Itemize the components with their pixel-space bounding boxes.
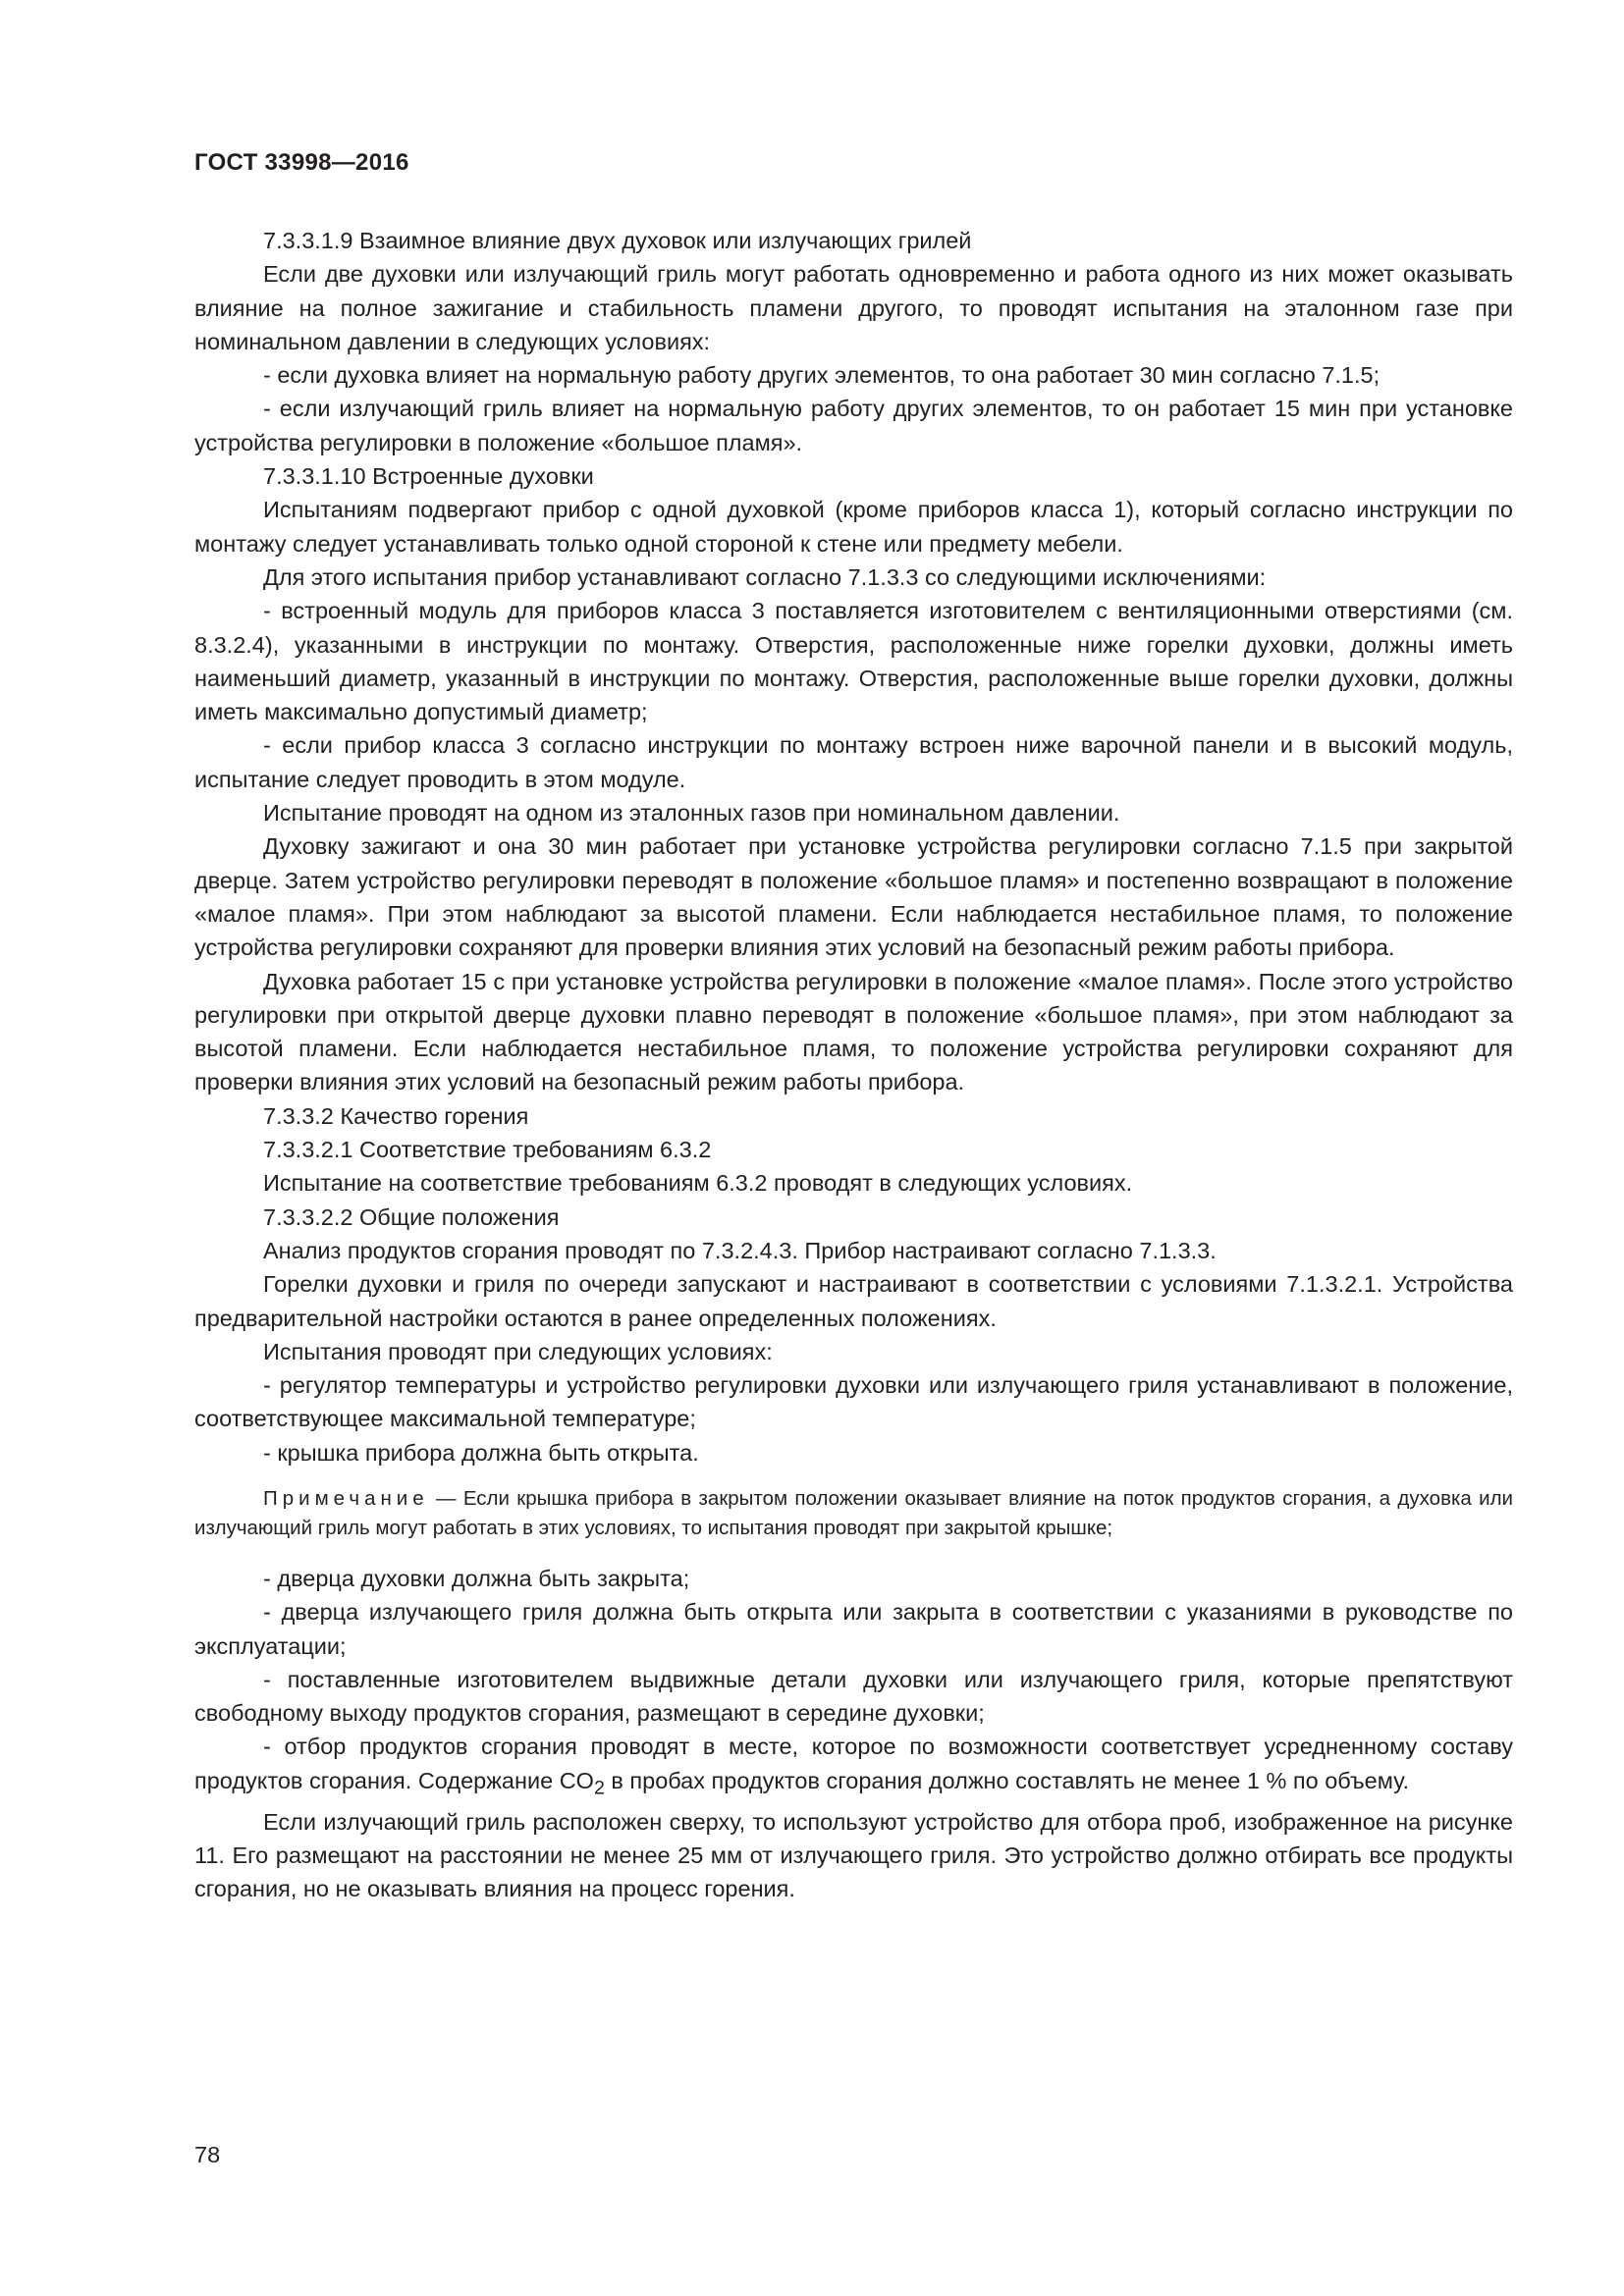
paragraph: Горелки духовки и гриля по очереди запускают и настраивают в соответствии с условиями 7.1.3.2.1. Устройства предварительной настройки остаются в ранее определенных положениях.: [194, 1271, 1513, 1331]
document-header: ГОСТ 33998—2016: [194, 149, 409, 176]
paragraph: Если излучающий гриль расположен сверху, то используют устройство для отбора проб, изображенное на рисунке 11. Его размещают на расстоянии не менее 25 мм от излучающего гриля. Это устройство должно отбирать все продукты сгорания, но не оказывать влияния на процесс горения.: [194, 1808, 1513, 1902]
paragraph: Для этого испытания прибор устанавливают согласно 7.1.3.3 со следующими исключениями:: [263, 563, 1267, 590]
list-item: - крышка прибора должна быть открыта.: [263, 1439, 699, 1466]
list-item: - регулятор температуры и устройство регулировки духовки или излучающего гриля устанавливают в положение, соответствующее максимальной температуре;: [194, 1372, 1513, 1432]
note-text: — Если крышка прибора в закрытом положении оказывает влияние на поток продуктов сгорания, а духовка или излучающий гриль могут работать в этих условиях, то испытания проводят при закрытой крышке;: [194, 1486, 1513, 1539]
clause-heading-7-3-3-1-9: 7.3.3.1.9 Взаимное влияние двух духовок или излучающих грилей: [263, 228, 972, 253]
clause-heading-7-3-3-2: 7.3.3.2 Качество горения: [263, 1102, 529, 1129]
list-item: - если прибор класса 3 согласно инструкции по монтажу встроен ниже варочной панели и в высокий модуль, испытание следует проводить в этом модуле.: [194, 732, 1513, 792]
paragraph: Духовку зажигают и она 30 мин работает при установке устройства регулировки согласно 7.1.5 при закрытой дверце. Затем устройство регулировки переводят в положение «большое пламя» и постепенно возвращают в положение «малое пламя». При этом наблюдают за высотой пламени. Если наблюдается нестабильное пламя, то положение устройства регулировки сохраняют для проверки влияния этих условий на безопасный режим работы прибора.: [194, 833, 1513, 961]
paragraph: Испытание на соответствие требованиям 6.3.2 проводят в следующих условиях.: [263, 1170, 1133, 1197]
list-item: - если духовка влияет на нормальную работу других элементов, то она работает 30 мин согласно 7.1.5;: [263, 362, 1380, 389]
co2-subscript: 2: [593, 1777, 605, 1799]
paragraph: Испытаниям подвергают прибор с одной духовкой (кроме приборов класса 1), который согласно инструкции по монтажу следует устанавливать только одной стороной к стене или предмету мебели.: [194, 497, 1513, 557]
list-item: - дверца духовки должна быть закрыта;: [263, 1565, 690, 1591]
list-item: - дверца излучающего гриля должна быть открыта или закрыта в соответствии с указаниями в руководстве по эксплуатации;: [194, 1599, 1513, 1659]
page-body: [194, 224, 1513, 1906]
list-item: - поставленные изготовителем выдвижные детали духовки или излучающего гриля, которые препятствуют свободному выходу продуктов сгорания, размещают в середине духовки;: [194, 1666, 1513, 1727]
page-number: 78: [194, 2142, 221, 2167]
list-item-co2: [194, 1730, 1513, 1804]
clause-heading-7-3-3-2-1: 7.3.3.2.1 Соответствие требованиям 6.3.2: [263, 1137, 712, 1163]
list-item: - встроенный модуль для приборов класса 3 поставляется изготовителем с вентиляционными отверстиями (см. 8.3.2.4), указанными в инструкции по монтажу. Отверстия, расположенные ниже горелки духовки, должны иметь наименьший диаметр, указанный в инструкции по монтажу. Отверстия, расположенные выше горелки духовки, должны иметь максимально допустимый диаметр;: [194, 598, 1513, 725]
co2-text-after: в пробах продуктов сгорания должно составлять не менее 1 % по объему.: [604, 1767, 1410, 1793]
co2-text-before: - отбор продуктов сгорания проводят в месте, которое по возможности соответствует усредненному составу продуктов сгорания. Содержание CO: [194, 1734, 1513, 1793]
clause-heading-7-3-3-1-10: 7.3.3.1.10 Встроенные духовки: [263, 463, 594, 490]
paragraph: Испытание проводят на одном из эталонных газов при номинальном давлении.: [263, 800, 1120, 827]
clause-heading-7-3-3-2-2: 7.3.3.2.2 Общие положения: [263, 1203, 560, 1230]
paragraph: Если две духовки или излучающий гриль могут работать одновременно и работа одного из них может оказывать влияние на полное зажигание и стабильность пламени другого, то проводят испытания на эталонном газе при номинальном давлении в следующих условиях:: [194, 261, 1513, 354]
paragraph: Испытания проводят при следующих условиях:: [263, 1338, 773, 1364]
paragraph: Анализ продуктов сгорания проводят по 7.3.2.4.3. Прибор настраивают согласно 7.1.3.3.: [263, 1237, 1217, 1263]
paragraph: Духовка работает 15 с при установке устройства регулировки в положение «малое пламя». После этого устройство регулировки при открытой дверце духовки плавно переводят в положение «большое пламя», при этом наблюдают за высотой пламени. Если наблюдается нестабильное пламя, то положение устройства регулировки сохраняют для проверки влияния этих условий на безопасный режим работы прибора.: [194, 968, 1513, 1095]
note: [194, 1484, 1513, 1543]
list-item: - если излучающий гриль влияет на нормальную работу других элементов, то он работает 15 мин при установке устройства регулировки в положение «большое пламя».: [194, 396, 1513, 455]
note-label: Примечание: [263, 1486, 429, 1510]
